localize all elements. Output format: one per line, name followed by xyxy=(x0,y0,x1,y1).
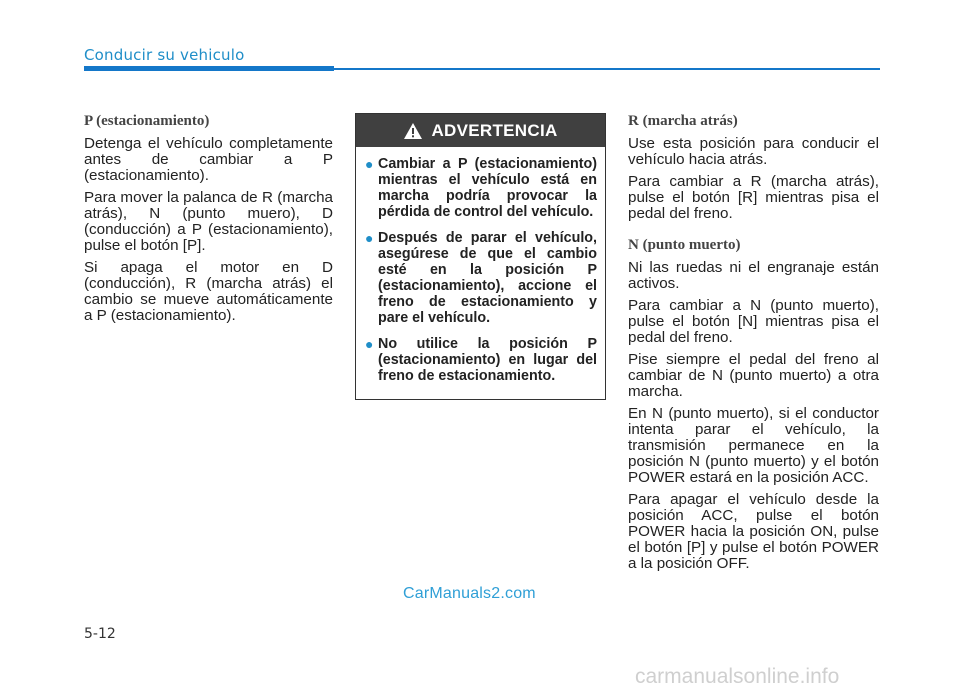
heading-r: R (marcha atrás) xyxy=(628,113,738,129)
warning-item xyxy=(364,336,597,384)
paragraph: En N (punto muerto), si el conductor intenta parar el vehículo, la transmisión permanece en la posición N (punto muerto) y el botón POWER estará en la posición ACC. xyxy=(628,405,879,486)
warning-item xyxy=(364,230,597,326)
heading-p: P (estacionamiento) xyxy=(84,113,210,129)
footer-watermark: carmanualsonline.info xyxy=(635,665,840,688)
heading-n: N (punto muerto) xyxy=(628,237,741,253)
warning-item-text: No utilice la posición P (estacionamiento) en lugar del freno de estacionamiento. xyxy=(378,336,597,384)
warning-list xyxy=(356,147,605,384)
header-rule-thick xyxy=(84,66,334,71)
warning-item-text: Cambiar a P (estacionamiento) mientras el vehículo está en marcha podría provocar la pérdida de control del vehículo. xyxy=(378,156,597,220)
warning-item xyxy=(364,156,597,220)
bullet-icon: ● xyxy=(365,336,374,352)
watermark-link[interactable]: CarManuals2.com xyxy=(403,585,536,602)
bullet-icon: ● xyxy=(365,156,374,172)
paragraph: Pise siempre el pedal del freno al cambiar de N (punto muerto) a otra marcha. xyxy=(628,351,879,400)
warning-box xyxy=(355,113,606,400)
warning-title: ADVERTENCIA xyxy=(431,120,558,140)
warning-header xyxy=(356,114,605,147)
paragraph: Para cambiar a N (punto muerto), pulse el botón [N] mientras pisa el pedal del freno. xyxy=(628,297,879,346)
paragraph: Detenga el vehículo completamente antes de cambiar a P (estacionamiento). xyxy=(84,135,333,184)
paragraph: Para apagar el vehículo desde la posición ACC, pulse el botón POWER hacia la posición ON, pulse el botón [P] y pulse el botón POWER a la posición OFF. xyxy=(628,491,879,572)
paragraph: Para mover la palanca de R (marcha atrás), N (punto muero), D (conducción) a P (estacionamiento), pulse el botón [P]. xyxy=(84,189,333,254)
left-column xyxy=(84,112,333,330)
header-rule-thin xyxy=(334,68,880,70)
paragraph: Para cambiar a R (marcha atrás), pulse el botón [R] mientras pisa el pedal del freno. xyxy=(628,173,879,222)
right-column xyxy=(628,112,879,578)
bullet-icon: ● xyxy=(365,230,374,246)
warning-triangle-icon xyxy=(403,122,423,140)
warning-item-text: Después de parar el vehículo, asegúrese de que el cambio esté en la posición P (estacionamiento), accione el freno de estacionamiento y pare el vehículo. xyxy=(378,230,597,326)
paragraph: Use esta posición para conducir el vehículo hacia atrás. xyxy=(628,135,879,168)
paragraph: Si apaga el motor en D (conducción), R (marcha atrás) el cambio se mueve automáticamente a P (estacionamiento). xyxy=(84,259,333,324)
paragraph: Ni las ruedas ni el engranaje están activos. xyxy=(628,259,879,292)
page-number: 5-12 xyxy=(84,626,116,642)
section-title: Conducir su vehiculo xyxy=(84,46,245,64)
